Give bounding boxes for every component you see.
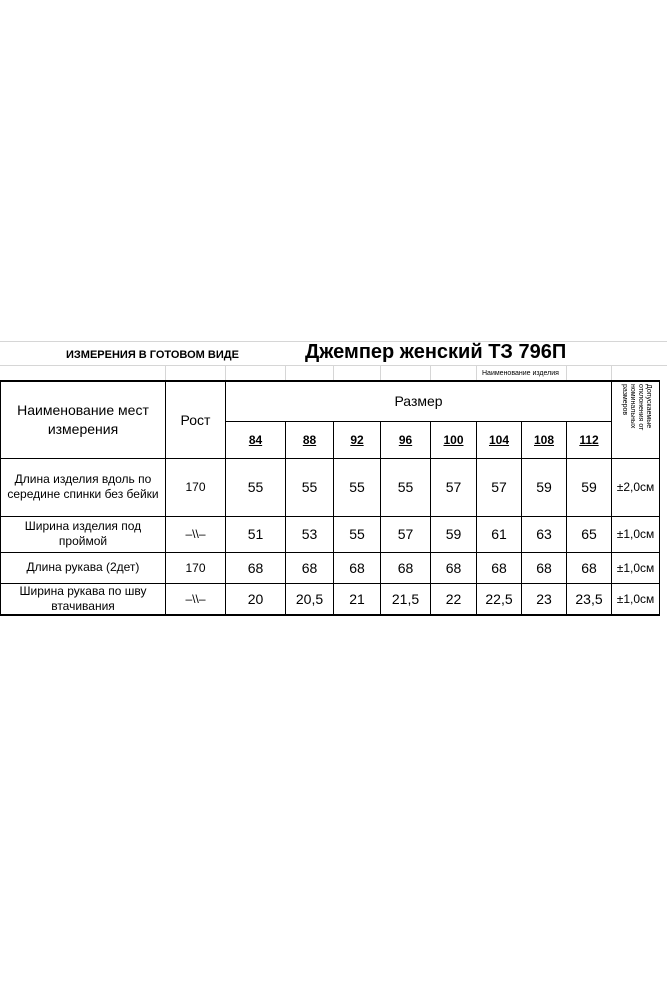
- grid-line: [380, 365, 381, 380]
- size-value: 51: [226, 516, 286, 552]
- size-value: 68: [334, 552, 381, 583]
- rost-value: 170: [166, 458, 226, 516]
- column-header-name: Наименование мест измерения: [1, 381, 166, 458]
- size-value: 65: [567, 516, 612, 552]
- size-value: 68: [431, 552, 477, 583]
- document-title: Джемпер женский ТЗ 796П: [305, 341, 567, 363]
- grid-line: [333, 365, 334, 380]
- measurement-name: Ширина изделия под проймой: [1, 516, 166, 552]
- size-value: 22,5: [477, 583, 522, 615]
- size-value: 68: [522, 552, 567, 583]
- size-header: 100: [431, 421, 477, 458]
- size-value: 59: [431, 516, 477, 552]
- table-row: [1, 458, 660, 516]
- column-header-tolerance: [612, 381, 660, 458]
- size-value: 21,5: [381, 583, 431, 615]
- size-header: 84: [226, 421, 286, 458]
- size-value: 59: [567, 458, 612, 516]
- grid-line: [566, 365, 567, 380]
- rost-value: 170: [166, 552, 226, 583]
- size-value: 63: [522, 516, 567, 552]
- table-row: [1, 516, 660, 552]
- size-header: 96: [381, 421, 431, 458]
- size-value: 55: [286, 458, 334, 516]
- size-value: 20: [226, 583, 286, 615]
- tolerance-value: ±1,0см: [612, 583, 660, 615]
- rost-value: –\\–: [166, 583, 226, 615]
- column-header-rost: Рост: [166, 381, 226, 458]
- grid-line: [285, 365, 286, 380]
- measurement-name: Длина рукава (2дет): [1, 552, 166, 583]
- size-header: 108: [522, 421, 567, 458]
- tolerance-value: ±1,0см: [612, 552, 660, 583]
- size-value: 68: [226, 552, 286, 583]
- size-value: 22: [431, 583, 477, 615]
- size-value: 61: [477, 516, 522, 552]
- size-value: 55: [381, 458, 431, 516]
- size-value: 55: [226, 458, 286, 516]
- column-header-size: Размер: [226, 381, 612, 421]
- grid-line: [225, 365, 226, 380]
- tolerance-header-text: Допускаемые отклонения от номинальных размеров: [620, 383, 652, 431]
- size-value: 20,5: [286, 583, 334, 615]
- size-header: 112: [567, 421, 612, 458]
- measurement-name: Длина изделия вдоль по середине спинки без бейки: [1, 458, 166, 516]
- table-row: [1, 583, 660, 615]
- tolerance-value: ±2,0см: [612, 458, 660, 516]
- subtitle: ИЗМЕРЕНИЯ В ГОТОВОМ ВИДЕ: [66, 349, 239, 361]
- product-name-caption: Наименование изделия: [482, 370, 559, 377]
- measurements-table: [0, 380, 660, 616]
- size-header: 88: [286, 421, 334, 458]
- tolerance-value: ±1,0см: [612, 516, 660, 552]
- size-header: 104: [477, 421, 522, 458]
- size-value: 68: [567, 552, 612, 583]
- size-value: 55: [334, 458, 381, 516]
- size-value: 59: [522, 458, 567, 516]
- measurement-name: Ширина рукава по шву втачивания: [1, 583, 166, 615]
- grid-line: [430, 365, 431, 380]
- size-value: 23,5: [567, 583, 612, 615]
- size-value: 68: [286, 552, 334, 583]
- grid-line: [165, 365, 166, 380]
- size-value: 23: [522, 583, 567, 615]
- grid-line: [476, 365, 477, 380]
- size-value: 55: [334, 516, 381, 552]
- table-row: [1, 552, 660, 583]
- size-value: 21: [334, 583, 381, 615]
- size-value: 68: [381, 552, 431, 583]
- size-value: 68: [477, 552, 522, 583]
- size-header: 92: [334, 421, 381, 458]
- size-value: 57: [477, 458, 522, 516]
- size-value: 57: [431, 458, 477, 516]
- rost-value: –\\–: [166, 516, 226, 552]
- size-value: 53: [286, 516, 334, 552]
- size-value: 57: [381, 516, 431, 552]
- grid-line: [611, 365, 612, 380]
